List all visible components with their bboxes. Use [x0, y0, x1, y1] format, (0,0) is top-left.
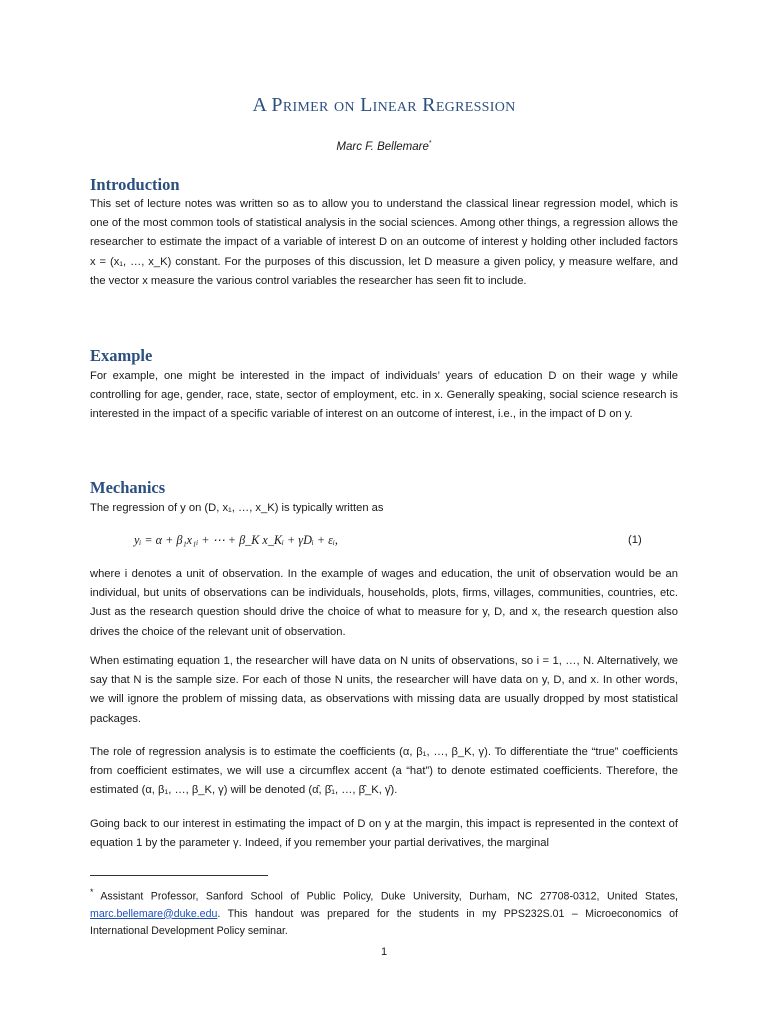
mechanics-paragraph-3: The role of regression analysis is to estimate the coefficients (α, β₁, …, β_K, γ). To differentiate the “true” coefficients from coefficient estimates, we will use a circumflex accent (a “hat”) to denote estimated coefficients. Therefore, the estimated (α, β₁, …, β_K, γ) will be denoted (α̂, β̂₁, …, β̂_K, γ̂).	[90, 746, 678, 797]
mechanics-paragraph-1: where i denotes a unit of observation. In the example of wages and education, the unit of observation would be an individual, but units of observations can be individuals, households, plots, firms, villages, communities, countries, etc. Just as the research question should drive the choice of what to measure for y, D, and x, the research question also drives the choice of the relevant unit of observation.	[90, 568, 678, 638]
mechanics-paragraph-2: When estimating equation 1, the researcher will have data on N units of observations, so i = 1, …, N. Alternatively, we say that N is the sample size. For each of those N units, the researcher will have data on y, D, and x. In other words, we will ignore the problem of missing data, as observations with missing data are usually dropped by most statistical packages.	[90, 655, 678, 725]
mechanics-intro: The regression of y on (D, x₁, …, x_K) is typically written as	[90, 502, 384, 514]
heading-mechanics: Mechanics	[90, 478, 166, 497]
heading-introduction: Introduction	[90, 175, 180, 194]
paper-title: A Primer on Linear Regression	[252, 94, 516, 116]
author-footnote-mark[interactable]: *	[428, 140, 432, 147]
footnote-mark: *	[90, 887, 94, 897]
author-email-link[interactable]: marc.bellemare@duke.edu	[90, 907, 218, 920]
footnote-text-after: . This handout was prepared for the students in my PPS232S.01 – Microeconomics of International Development Policy seminar.	[90, 907, 678, 937]
author-name: Marc F. Bellemare	[336, 140, 429, 153]
page-number: 1	[380, 946, 388, 958]
footnote-text-before: Assistant Professor, Sanford School of Public Policy, Duke University, Durham, NC 27708-0312, United States,	[100, 890, 679, 903]
regression-equation: yᵢ = α + β₁x₁ᵢ + ⋯ + β_K x_Kᵢ + γDᵢ + εᵢ,	[134, 533, 338, 547]
mechanics-paragraph-4: Going back to our interest in estimating the impact of D on y at the margin, this impact is represented in the context of equation 1 by the parameter γ. Indeed, if you remember your partial derivatives, the marginal	[90, 818, 678, 850]
equation-number: (1)	[628, 534, 642, 546]
heading-example: Example	[90, 346, 153, 365]
introduction-paragraph: This set of lecture notes was written so as to allow you to understand the classical linear regression model, which is one of the most common tools of statistical analysis in the social sciences. Among other things, a regression allows the researcher to estimate the impact of a variable of interest D on an outcome of interest y holding other included factors x = (x₁, …, x_K) constant. For the purposes of this discussion, let D measure a given policy, y measure welfare, and the vector x measure the various control variables the researcher has seen fit to include.	[90, 198, 678, 287]
example-paragraph: For example, one might be interested in the impact of individuals’ years of education D on their wage y while controlling for age, gender, race, state, sector of employment, etc. in x. Generally speaking, social science research is interested in the impact of a specific variable of interest on an outcome of interest, i.e., in the impact of D on y.	[90, 370, 678, 421]
author-line	[0, 140, 768, 153]
footnote-rule	[90, 875, 268, 876]
footnote	[90, 884, 678, 940]
